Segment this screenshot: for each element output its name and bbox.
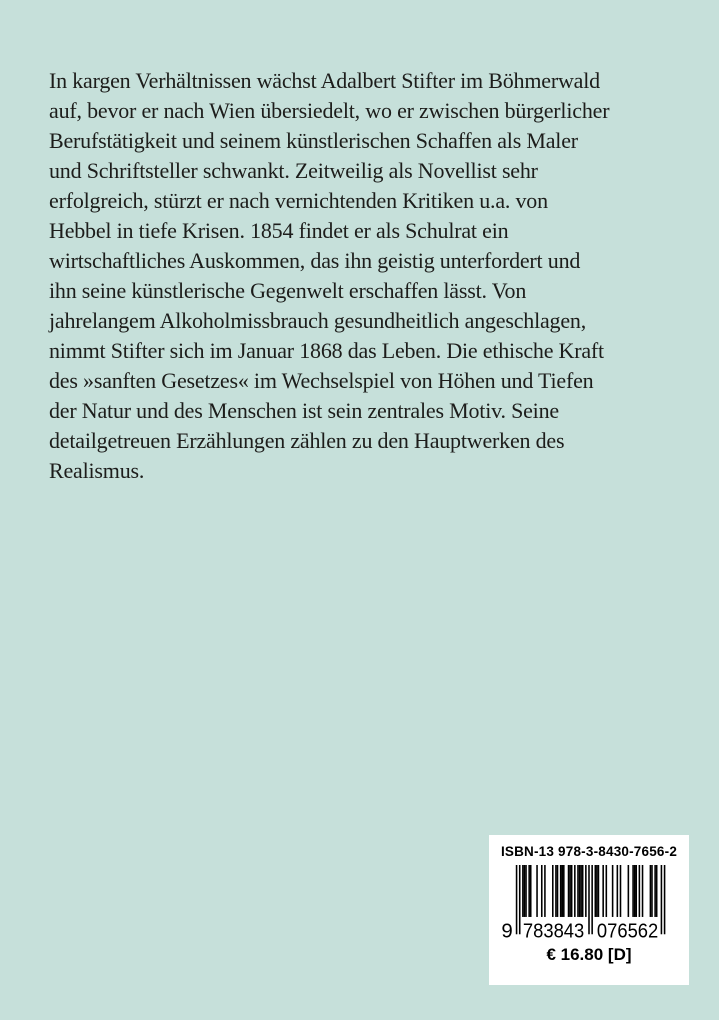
- isbn-label: ISBN-13 978-3-8430-7656-2: [500, 844, 678, 859]
- blurb-line: nimmt Stifter sich im Januar 1868 das Leben. Die ethische Kraft: [49, 338, 604, 363]
- blurb-line: jahrelangem Alkoholmissbrauch gesundheitlich angeschlagen,: [49, 308, 587, 333]
- blurb-line: Hebbel in tiefe Krisen. 1854 findet er als Schulrat ein: [49, 218, 509, 243]
- blurb-line: Berufstätigkeit und seinem künstlerischen Schaffen als Maler: [49, 128, 578, 153]
- blurb-text: [49, 66, 697, 486]
- blurb-line: ihn seine künstlerische Gegenwelt erschaffen lässt. Von: [49, 278, 527, 303]
- barcode-digit-group-right: 076562: [596, 919, 659, 939]
- blurb-line: Realismus.: [49, 458, 145, 483]
- blurb-line: detailgetreuen Erzählungen zählen zu den Hauptwerken des: [49, 428, 565, 453]
- price-label: € 16.80 [D]: [546, 945, 632, 964]
- blurb-line: erfolgreich, stürzt er nach vernichtenden Kritiken u.a. von: [49, 188, 548, 213]
- ean-barcode-image: [500, 865, 678, 939]
- blurb-line: des »sanften Gesetzes« im Wechselspiel von Höhen und Tiefen: [49, 368, 594, 393]
- barcode-panel: [489, 835, 689, 985]
- blurb-line: In kargen Verhältnissen wächst Adalbert Stifter im Böhmerwald: [49, 68, 600, 93]
- blurb-line: wirtschaftliches Auskommen, das ihn geistig unterfordert und: [49, 248, 581, 273]
- blurb-line: auf, bevor er nach Wien übersiedelt, wo er zwischen bürgerlicher: [49, 98, 610, 123]
- barcode-digit-first: 9: [501, 919, 513, 939]
- blurb-line: der Natur und des Menschen ist sein zentrales Motiv. Seine: [49, 398, 559, 423]
- blurb-line: und Schriftsteller schwankt. Zeitweilig als Novellist sehr: [49, 158, 538, 183]
- barcode-digit-group-left: 783843: [522, 919, 585, 939]
